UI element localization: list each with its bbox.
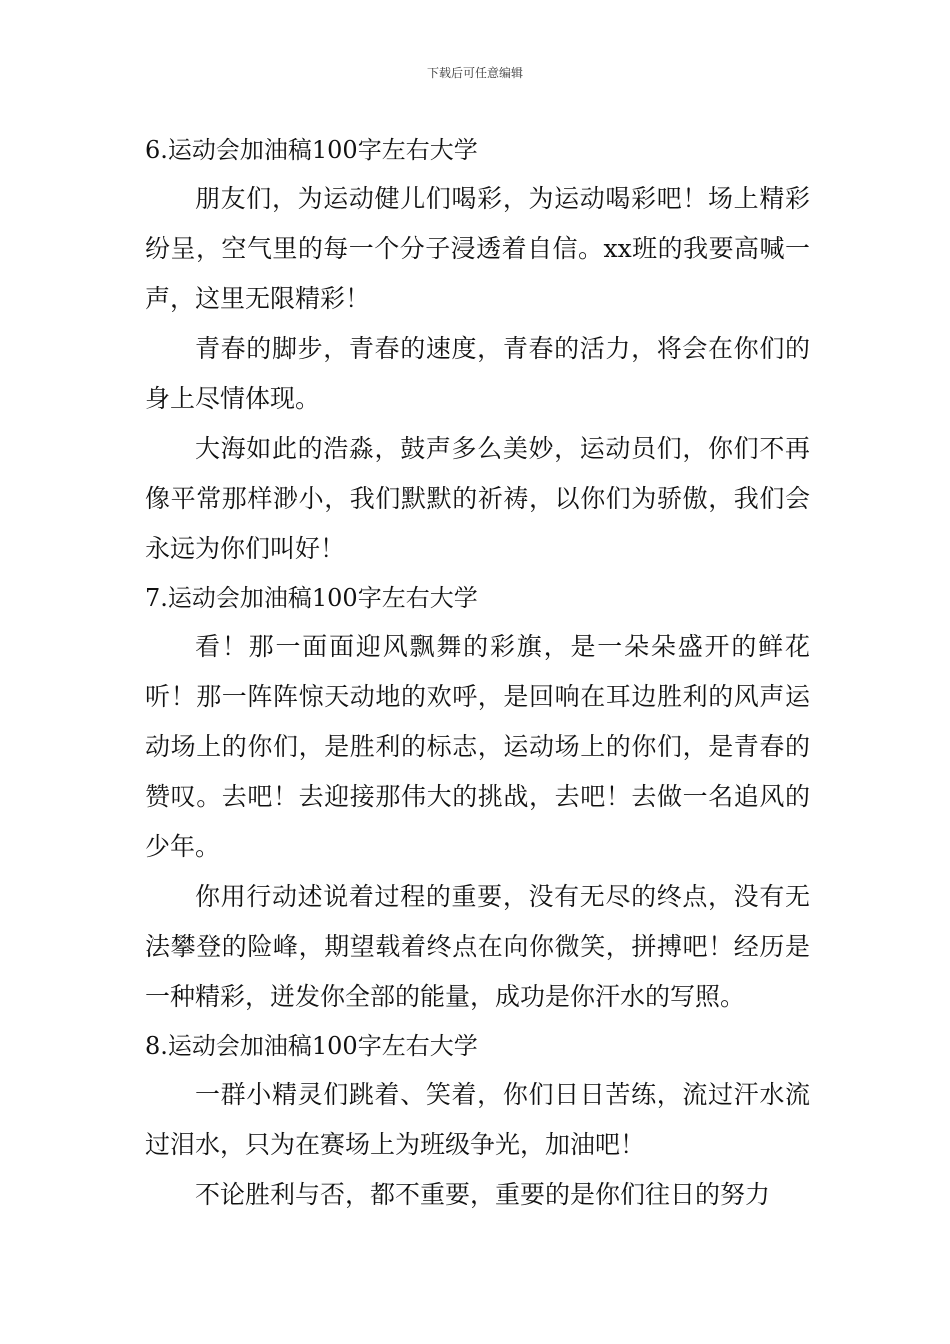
paragraph: 青春的脚步，青春的速度，青春的活力，将会在你们的身上尽情体现。 bbox=[145, 334, 810, 413]
section-title: 6.运动会加油稿100字左右大学 bbox=[145, 136, 478, 164]
paragraph: 朋友们，为运动健儿们喝彩，为运动喝彩吧！场上精彩纷呈，空气里的每一个分子浸透着自信。xx班的我要高喊一声，这里无限精彩！ bbox=[145, 184, 810, 313]
section-6 bbox=[145, 126, 810, 574]
header-note: 下载后可任意编辑 bbox=[426, 66, 523, 80]
document-body bbox=[145, 126, 810, 1220]
paragraph: 不论胜利与否，都不重要，重要的是你们往日的努力 bbox=[195, 1180, 771, 1209]
section-7 bbox=[145, 574, 810, 1022]
paragraph: 一群小精灵们跳着、笑着，你们日日苦练，流过汗水流过泪水，只为在赛场上为班级争光，加油吧！ bbox=[145, 1080, 810, 1159]
paragraph: 看！那一面面迎风飘舞的彩旗，是一朵朵盛开的鲜花听！那一阵阵惊天动地的欢呼，是回响在耳边胜利的风声运动场上的你们，是胜利的标志，运动场上的你们，是青春的赞叹。去吧！去迎接那伟大的挑战，去吧！去做一名追风的少年。 bbox=[145, 632, 810, 861]
section-title: 8.运动会加油稿100字左右大学 bbox=[145, 1032, 478, 1060]
paragraph: 大海如此的浩淼，鼓声多么美妙，运动员们，你们不再像平常那样渺小，我们默默的祈祷，以你们为骄傲，我们会永远为你们叫好！ bbox=[145, 434, 810, 563]
section-title: 7.运动会加油稿100字左右大学 bbox=[145, 584, 478, 612]
section-8 bbox=[145, 1022, 810, 1220]
paragraph: 你用行动述说着过程的重要，没有无尽的终点，没有无法攀登的险峰，期望载着终点在向你微笑，拼搏吧！经历是一种精彩，迸发你全部的能量，成功是你汗水的写照。 bbox=[145, 882, 810, 1011]
